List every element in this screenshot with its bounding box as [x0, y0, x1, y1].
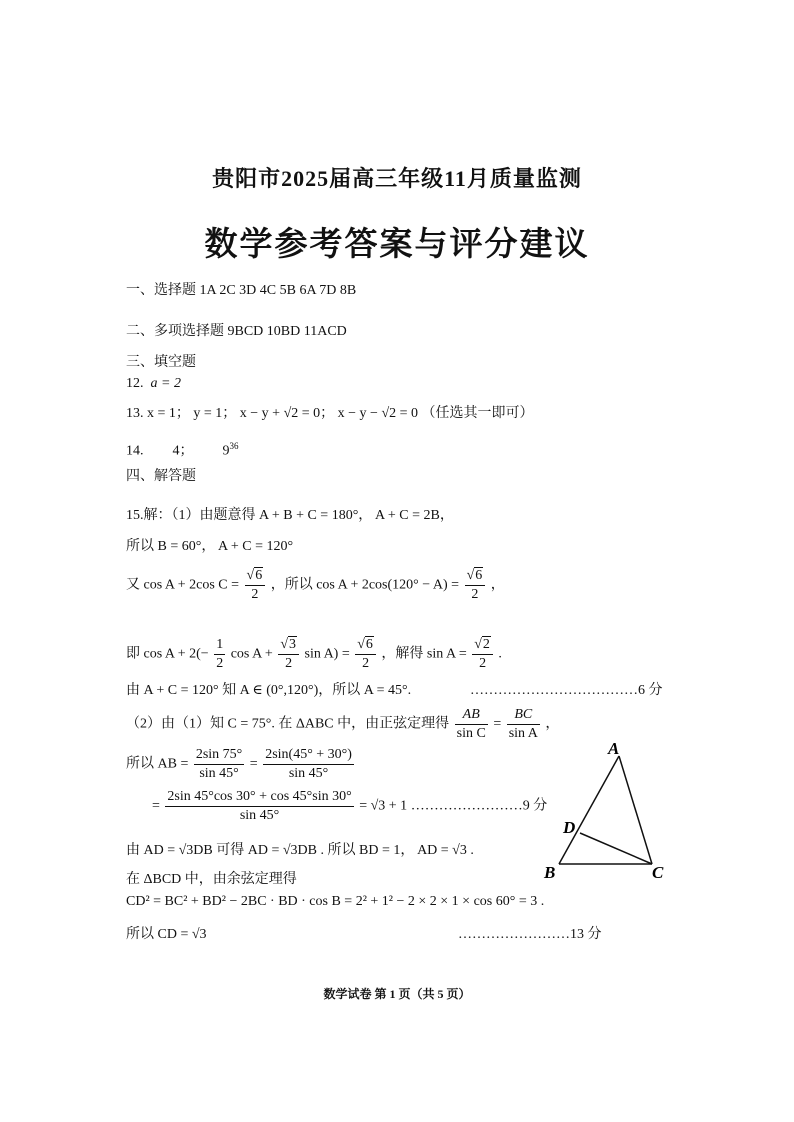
score-9: ……………………9 分 — [410, 798, 548, 814]
fraction-2sin75-over-sin45 — [194, 746, 244, 783]
denominator-2-c: 2 — [216, 656, 224, 671]
solution-heading: 四、解答题 — [126, 469, 196, 484]
answer-title: 数学参考答案与评分建议 — [204, 227, 590, 263]
answer-12 — [126, 375, 181, 393]
solution-line-2: 所以 B = 60°， A + C = 120° — [126, 539, 294, 554]
solution-line-7 — [126, 746, 356, 783]
numerator-bc: BC — [507, 706, 540, 725]
fraction-sqrt6-over-2-b: $\frac{√6}{2}$ — [465, 567, 486, 604]
triangle-figure — [535, 738, 670, 883]
line4-a: 即 cos A + 2(− — [126, 646, 209, 662]
vertex-label-d: D — [563, 818, 576, 837]
solution-line-9: 由 AD = √3DB 可得 AD = √3DB . 所以 BD = 1， AD = √3 . — [126, 843, 474, 858]
side-ab — [559, 756, 619, 864]
solution-line-8 — [152, 788, 547, 825]
answer-13: 13. x = 1； y = 1； x − y + √2 = 0； x − y − √2 = 0 （任选其一即可） — [126, 406, 534, 421]
numerator-2sin75: 2sin 75° — [194, 746, 244, 765]
denominator-2-e: 2 — [362, 656, 370, 671]
fraction-ab-over-sinc — [455, 706, 488, 743]
line8-tail: = √3 + 1 — [359, 798, 408, 814]
denominator-sin45-c: sin 45° — [239, 808, 280, 823]
answer-14-b-exponent: 36 — [229, 441, 239, 451]
exam-title: 贵阳市2025届高三年级11月质量监测 — [212, 166, 582, 191]
sqrt6-radicand-b: 6 — [475, 568, 483, 583]
line3-end: ， — [490, 577, 505, 593]
line4-d: ，解得 sin A = — [381, 646, 467, 662]
vertex-label-b: B — [544, 863, 556, 882]
fraction-2sin45plus30-over-sin45 — [263, 746, 354, 783]
line6-a: （2）由（1）知 C = 75°. 在 ΔABC 中，由正弦定理得 — [126, 716, 450, 732]
answer-14-b: 9 — [222, 443, 230, 459]
fraction-sqrt2-over-2: $\frac{√2}{2}$ — [472, 636, 493, 673]
fraction-sqrt3-over-2: $\frac{√3}{2}$ — [278, 636, 299, 673]
fraction-sqrt6-over-2: $\frac{√6}{2}$ — [245, 567, 266, 604]
numerator-2sin45plus30: 2sin(45° + 30°) — [263, 746, 354, 765]
sqrt3-radicand: 3 — [289, 637, 296, 652]
solution-line-4 — [126, 636, 502, 673]
line8-eq: = — [152, 798, 160, 814]
line4-b: cos A + — [230, 646, 273, 662]
denominator-sin45-b: sin 45° — [288, 766, 329, 781]
fraction-1-over-2 — [214, 636, 225, 673]
solution-line-5: 由 A + C = 120° 知 A ∈ (0°,120°)，所以 A = 45°. — [126, 683, 412, 698]
fill-blank-heading: 三、填空题 — [126, 355, 196, 370]
answer-12-expr: a = 2 — [150, 376, 181, 391]
line4-end: . — [498, 646, 502, 662]
vertex-label-c: C — [652, 863, 664, 882]
line6-end: ， — [545, 716, 560, 732]
denominator-2-d: 2 — [285, 656, 293, 671]
solution-line-1: 15.解：（1）由题意得 A + B + C = 180°， A + C = 2B， — [126, 508, 454, 523]
answer-12-number: 12. — [126, 376, 144, 391]
fraction-sqrt6-over-2-c: $\frac{√6}{2}$ — [355, 636, 376, 673]
denominator-2-b: 2 — [471, 587, 479, 602]
segment-cd — [580, 833, 652, 864]
denominator-2-f: 2 — [479, 656, 487, 671]
sqrt6-radicand-c: 6 — [365, 637, 373, 652]
solution-line-6 — [126, 706, 559, 743]
denominator-sina: sin A — [508, 726, 538, 741]
multi-choice-answers: 二、多项选择题 9BCD 10BD 11ACD — [126, 324, 347, 339]
answer-14-a: 4； — [172, 443, 194, 459]
denominator-sinc: sin C — [456, 726, 486, 741]
line3-mid: ，所以 cos A + 2cos(120° − A) = — [270, 577, 460, 593]
line6-eq: = — [493, 716, 502, 732]
vertex-label-a: A — [608, 739, 620, 758]
solution-line-10: 在 ΔBCD 中，由余弦定理得 — [126, 872, 297, 887]
answer-14-number: 14. — [126, 443, 144, 459]
numerator-ab: AB — [455, 706, 488, 725]
sqrt6-radicand: 6 — [255, 568, 263, 583]
solution-line-11: CD² = BC² + BD² − 2BC · BD · cos B = 2² + 1² − 2 × 2 × 1 × cos 60° = 3 . — [126, 894, 545, 909]
line7-a: 所以 AB = — [126, 756, 189, 772]
line3-lhs: 又 cos A + 2cos C = — [126, 577, 240, 593]
numerator-expanded: 2sin 45°cos 30° + cos 45°sin 30° — [165, 788, 353, 807]
page-footer: 数学试卷 第 1 页（共 5 页） — [323, 987, 471, 1001]
solution-line-3 — [126, 567, 505, 604]
denominator-sin45: sin 45° — [199, 766, 239, 781]
solution-line-12: 所以 CD = √3 — [126, 927, 207, 942]
answer-14 — [126, 437, 239, 461]
score-13: ……………………13 分 — [458, 927, 602, 942]
choice-answers: 一、选择题 1A 2C 3D 4C 5B 6A 7D 8B — [126, 283, 357, 298]
side-ac — [619, 756, 652, 864]
denominator-2: 2 — [251, 587, 259, 602]
line4-c: sin A) = — [304, 646, 350, 662]
numerator-1: 1 — [214, 636, 225, 655]
score-6: ………………………………6 分 — [470, 683, 663, 698]
line7-eq: = — [249, 756, 258, 772]
fraction-expanded-over-sin45 — [165, 788, 353, 825]
sqrt2-radicand: 2 — [482, 637, 490, 652]
